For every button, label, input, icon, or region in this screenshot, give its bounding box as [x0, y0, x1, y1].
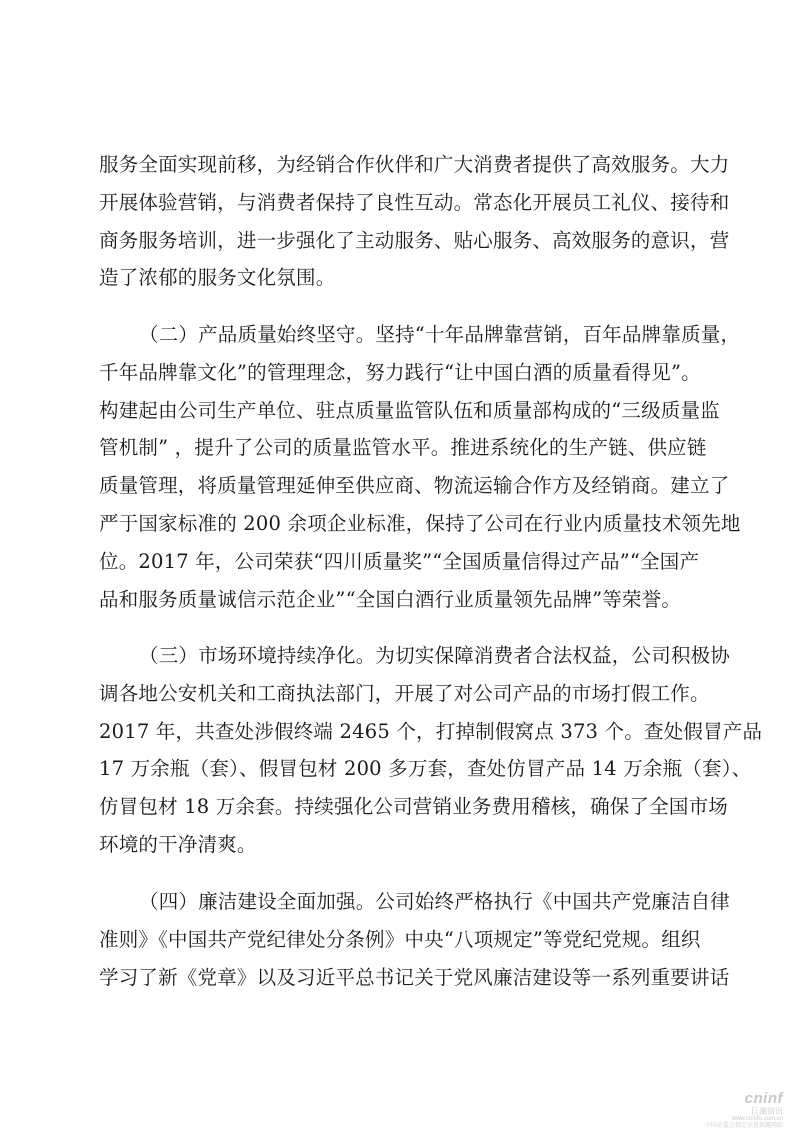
text-line: 构建起由公司生产单位、驻点质量监管队伍和质量部构成的“三级质量监	[99, 398, 720, 422]
text-line: 调各地公安机关和工商执法部门，开展了对公司产品的市场打假工作。	[99, 681, 710, 705]
text-line: 造了浓郁的服务文化氛围。	[99, 266, 336, 290]
paragraph-2	[99, 316, 741, 618]
text-line: （三）市场环境持续净化。为切实保障消费者合法权益，公司积极协	[139, 644, 731, 667]
text-line: 千年品牌靠文化”的管理理念，努力践行“让中国白酒的质量看得见”。	[99, 360, 701, 384]
text-line: 服务全面实现前移，为经销合作伙伴和广大消费者提供了高效服务。大力	[99, 153, 730, 176]
text-line: 准则》《中国共产党纪律处分条例》中央“八项规定”等党纪党规。组织	[99, 927, 701, 951]
text-line: （二）产品质量始终坚守。坚持“十年品牌靠营销，百年品牌靠质量，	[139, 323, 741, 346]
text-line: 质量管理，将质量管理延伸至供应商、物流运输合作方及经销商。建立了	[99, 474, 730, 498]
text-line: 位。2017 年，公司荣获“四川质量奖”“全国质量信得过产品”“全国产	[99, 549, 700, 573]
watermark-url: www.cninfo.com.cn	[731, 1116, 783, 1122]
watermark-subtitle: 巨潮资讯	[751, 1107, 783, 1116]
text-line: （四）廉洁建设全面加强。公司始终严格执行《中国共产党廉洁自律	[139, 890, 731, 913]
text-line: 开展体验营销，与消费者保持了良性互动。常态化开展员工礼仪、接待和	[99, 190, 730, 214]
paragraph-3	[99, 637, 763, 864]
text-line: 17 万余瓶（套）、假冒包材 200 多万套，查处仿冒产品 14 万余瓶（套）、	[99, 757, 752, 781]
text-line: 仿冒包材 18 万余套。持续强化公司营销业务费用稽核，确保了全国市场	[99, 795, 729, 819]
watermark-caption: 中国证监会指定信息披露网站	[704, 1123, 783, 1129]
paragraph-4	[99, 883, 731, 996]
text-line: 品和服务质量诚信示范企业”“全国白酒行业质量领先品牌”等荣誉。	[99, 587, 682, 611]
text-line: 2017 年，共查处涉假终端 2465 个，打掉制假窝点 373 个。查处假冒产品	[99, 719, 763, 743]
text-line: 管机制” ，提升了公司的质量监管水平。推进系统化的生产链、供应链	[99, 436, 707, 460]
paragraph-1	[99, 146, 730, 297]
text-line: 学习了新《党章》以及习近平总书记关于党风廉洁建设等一系列重要讲话	[99, 965, 730, 989]
cninfo-logo: cninf	[744, 1090, 783, 1107]
cninfo-watermark	[703, 1090, 783, 1130]
text-line: 严于国家标准的 200 余项企业标准，保持了公司在行业内质量技术领先地	[99, 511, 741, 535]
text-line: 环境的干净清爽。	[99, 832, 257, 856]
text-line: 商务服务培训，进一步强化了主动服务、贴心服务、高效服务的意识，营	[99, 228, 730, 252]
